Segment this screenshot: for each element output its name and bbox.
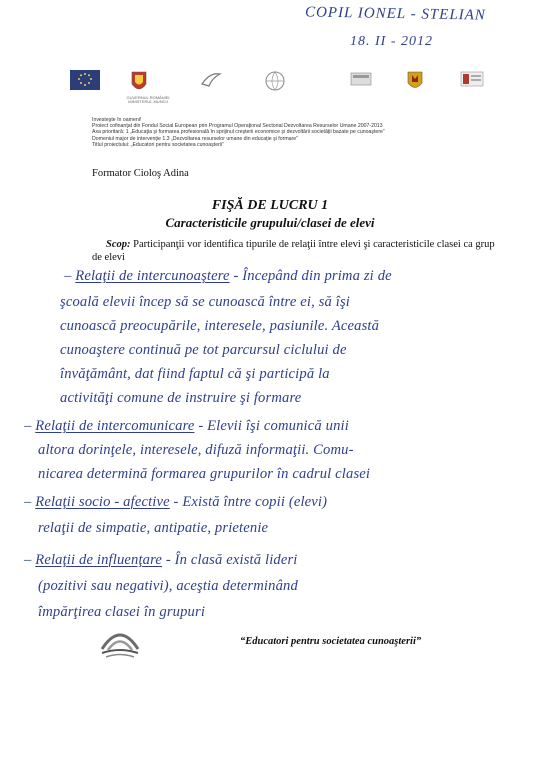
fine-print-line: Proiect cofinanţat din Fondul Social European prin Programul Operaţional Sectorial Dezvoltarea Resurselor Umane 2007-2013 <box>92 123 383 130</box>
trainer-name: Formator Cioloş Adina <box>92 168 189 179</box>
answer-line: cunoască preocupările, interesele, pasiunile. Această <box>60 318 380 334</box>
answer-line <box>24 418 349 435</box>
project-logo <box>98 625 142 666</box>
handwritten-student-name: COPIL IONEL - STELIAN <box>304 4 487 24</box>
answer-line: şcoală elevii încep să se cunoască între ei, să îşi <box>60 294 351 310</box>
logo-caption: GUVERNUL ROMÂNIEI MINISTERUL MUNCII <box>126 95 170 104</box>
fine-print-line: Domeniul major de intervenţie 1.3 „Dezvoltarea resurselor umane din educaţie şi formare” <box>92 135 298 142</box>
dash: – <box>64 268 76 284</box>
answer-text: - Începând din prima zi de <box>229 268 392 284</box>
answer-text: - Elevii îşi comunică unii <box>194 418 349 434</box>
dash: – <box>24 418 36 434</box>
scope-label: Scop: <box>106 239 131 250</box>
project-fine-print <box>92 117 512 148</box>
answer-line <box>24 494 327 511</box>
answer-line <box>24 552 298 569</box>
worksheet-title: FIŞĂ DE LUCRU 1 <box>211 198 329 213</box>
answer-line: activităţi comune de instruire şi formare <box>60 390 302 406</box>
university-globe-logo <box>264 70 286 97</box>
answer-line: împărţirea clasei în grupuri <box>38 604 206 620</box>
romania-coat-of-arms-logo <box>406 70 424 97</box>
answer-line: altora dorinţele, interesele, difuză informaţii. Comu- <box>38 442 354 458</box>
answer-line: învăţământ, dat fiind faptul că şi participă la <box>60 366 330 382</box>
sponsor-logo-strip <box>68 70 508 110</box>
fine-print-line: Axa prioritară: 1 „Educaţia şi formarea profesională în sprijinul creşterii economice şi dezvoltării societăţii bazate pe cunoaştere” <box>92 129 385 136</box>
answer-text: - În clasă există lideri <box>162 552 298 568</box>
dash: – <box>24 552 36 568</box>
fse-logo <box>350 70 372 95</box>
government-coat-of-arms-logo <box>126 70 170 104</box>
handwritten-date: 18. II - 2012 <box>350 34 433 49</box>
section-heading-influentare: Relaţii de influenţare <box>35 552 163 568</box>
footer-slogan: “Educatori pentru societatea cunoaşterii” <box>240 636 422 647</box>
answer-line: cunoaştere continuă pe tot parcursul ciclului de <box>60 342 347 358</box>
answer-line: nicarea determină formarea grupurilor în cadrul clasei <box>38 466 371 482</box>
fine-print-line: Titlul proiectului: „Educatori pentru societatea cunoaşterii” <box>92 141 224 148</box>
fine-print-line: Investeşte în oameni! <box>92 117 142 123</box>
scope-text: Participanţii vor identifica tipurile de relaţii între elevi şi caracteristicile clasei ca grup de elevi <box>92 239 495 263</box>
ministry-bird-logo <box>200 70 222 95</box>
worksheet-subtitle: Caracteristicile grupului/clasei de elevi <box>165 215 375 230</box>
section-heading-intercunoastere: Relaţii de intercunoaştere <box>75 268 230 284</box>
section-heading-intercomunicare: Relaţii de intercomunicare <box>35 418 195 434</box>
section-heading-socio-afective: Relaţii socio - afective <box>35 494 170 510</box>
answer-text: - Există între copii (elevi) <box>169 494 328 510</box>
answer-line: relaţii de simpatie, antipatie, prietenie <box>38 520 269 536</box>
answer-line <box>64 268 392 285</box>
eu-flag-logo <box>70 70 100 95</box>
dash: – <box>24 494 36 510</box>
answer-line: (pozitivi sau negativi), aceştia determinând <box>38 578 298 594</box>
scope-paragraph <box>92 238 502 264</box>
education-ministry-logo <box>460 70 484 95</box>
